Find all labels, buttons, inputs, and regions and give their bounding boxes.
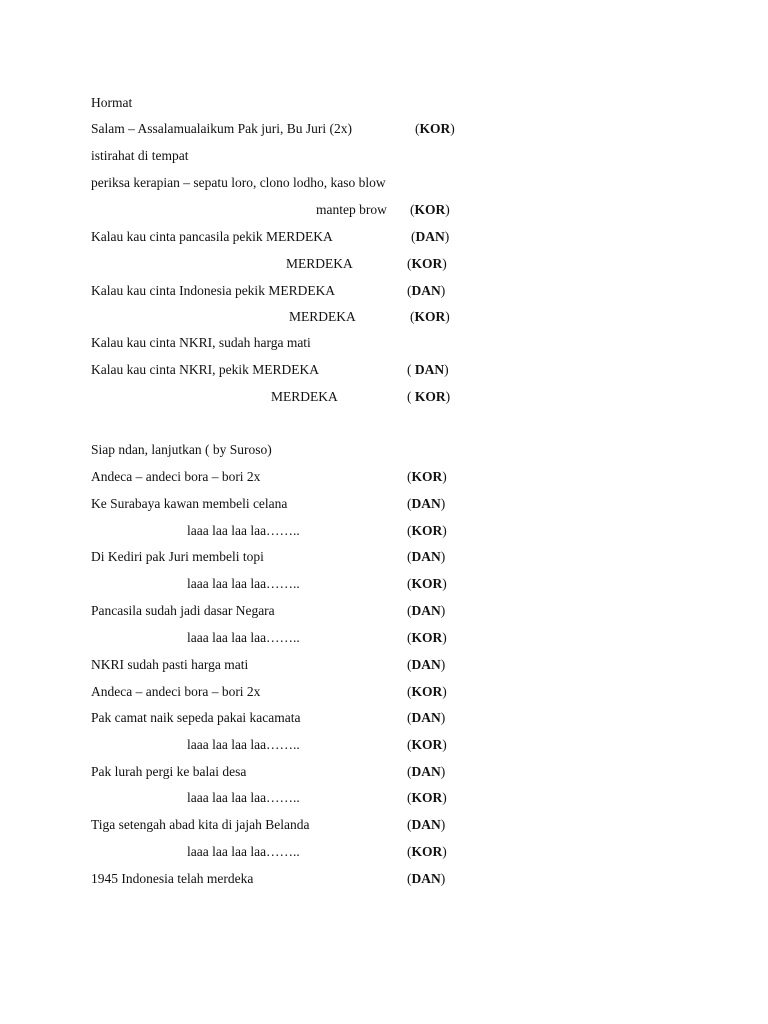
text-line: laaa laa laa laa…….. (187, 576, 300, 591)
text-line: 1945 Indonesia telah merdeka (91, 871, 254, 886)
role-tag: (KOR) (407, 790, 447, 805)
text-line: Kalau kau cinta Indonesia pekik MERDEKA (91, 283, 336, 298)
text-line: MERDEKA (289, 309, 356, 324)
role-tag: (KOR) (407, 684, 447, 699)
text-line: istirahat di tempat (91, 148, 189, 163)
text-line: laaa laa laa laa…….. (187, 737, 300, 752)
text-line: Salam – Assalamualaikum Pak juri, Bu Juri (2x) (91, 121, 352, 136)
text-line: Di Kediri pak Juri membeli topi (91, 549, 264, 564)
role-tag: (DAN) (407, 657, 446, 672)
role-tag: (KOR) (407, 469, 447, 484)
role-tag: (DAN) (407, 764, 446, 779)
role-tag: (KOR) (407, 630, 447, 645)
text-line: laaa laa laa laa…….. (187, 523, 300, 538)
text-line: laaa laa laa laa…….. (187, 630, 300, 645)
role-tag: (DAN) (407, 871, 446, 886)
text-line: Kalau kau cinta NKRI, sudah harga mati (91, 335, 311, 350)
role-tag: (KOR) (407, 576, 447, 591)
role-tag: ( KOR) (407, 389, 451, 404)
role-tag: (KOR) (407, 844, 447, 859)
role-tag: (KOR) (407, 523, 447, 538)
text-line: mantep brow (316, 202, 387, 217)
text-line: Andeca – andeci bora – bori 2x (91, 684, 261, 699)
text-line: Hormat (91, 95, 133, 110)
text-line: MERDEKA (271, 389, 338, 404)
text-line: NKRI sudah pasti harga mati (91, 657, 249, 672)
role-tag: (DAN) (407, 603, 446, 618)
text-line: Pak camat naik sepeda pakai kacamata (91, 710, 301, 725)
text-line: Tiga setengah abad kita di jajah Belanda (91, 817, 310, 832)
role-tag: (DAN) (407, 817, 446, 832)
text-line: Pak lurah pergi ke balai desa (91, 764, 247, 779)
text-line: laaa laa laa laa…….. (187, 844, 300, 859)
text-line: Andeca – andeci bora – bori 2x (91, 469, 261, 484)
text-line: MERDEKA (286, 256, 353, 271)
role-tag: (DAN) (407, 549, 446, 564)
role-tag: (DAN) (407, 283, 446, 298)
role-tag: (KOR) (410, 309, 450, 324)
role-tag: ( DAN) (407, 362, 449, 377)
role-tag: (KOR) (407, 737, 447, 752)
text-line: laaa laa laa laa…….. (187, 790, 300, 805)
role-tag: (KOR) (410, 202, 450, 217)
text-line: periksa kerapian – sepatu loro, clono lodho, kaso blow (91, 175, 386, 190)
role-tag: (KOR) (415, 121, 455, 136)
role-tag: (DAN) (407, 496, 446, 511)
text-line: Kalau kau cinta NKRI, pekik MERDEKA (91, 362, 319, 377)
text-line: Kalau kau cinta pancasila pekik MERDEKA (91, 229, 333, 244)
role-tag: (DAN) (411, 229, 450, 244)
role-tag: (DAN) (407, 710, 446, 725)
text-line: Ke Surabaya kawan membeli celana (91, 496, 288, 511)
text-line: Pancasila sudah jadi dasar Negara (91, 603, 275, 618)
role-tag: (KOR) (407, 256, 447, 271)
text-line: Siap ndan, lanjutkan ( by Suroso) (91, 442, 272, 457)
